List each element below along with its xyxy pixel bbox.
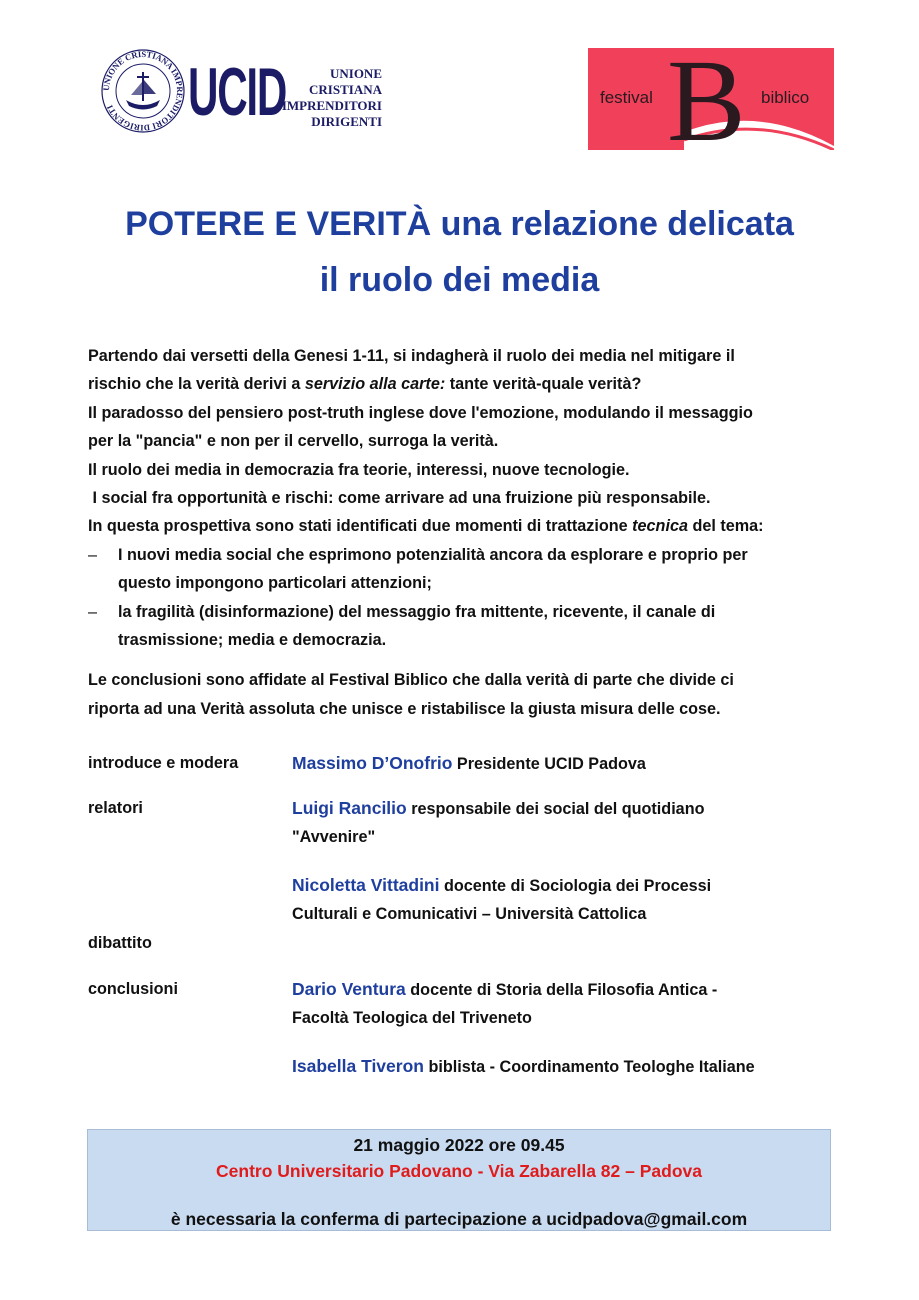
body-text: In questa prospettiva sono stati identificati due momenti di trattazione [88, 517, 633, 536]
person-name: Nicoletta Vittadini [292, 875, 440, 895]
festival-letter-b: B [667, 48, 746, 150]
person-role: "Avvenire" [292, 828, 376, 847]
topics-list [88, 541, 848, 655]
ucid-seal-text: UNIONE CRISTIANA IMPRENDITORI DIRIGENTI [100, 48, 186, 134]
event-info-box [87, 1129, 831, 1231]
moderator-label: introduce e modera [88, 754, 239, 772]
person-role: Culturali e Comunicativi – Università Cattolica [292, 905, 647, 924]
person-role: Facoltà Teologica del Triveneto [292, 1009, 532, 1028]
body-italic: tecnica [632, 517, 688, 536]
festival-word: festival [600, 88, 653, 107]
body-line: I social fra opportunità e rischi: come arrivare ad una fruizione più responsabile. [88, 489, 711, 508]
body-text: del tema: [687, 517, 764, 536]
speaker-entry [292, 794, 832, 852]
body-line: Partendo dai versetti della Genesi 1-11, si indagherà il ruolo dei media nel mitigare il [88, 347, 735, 365]
person-name: Isabella Tiveron [292, 1056, 424, 1076]
festival-biblico-logo [588, 48, 834, 150]
speaker-entry [292, 871, 832, 929]
description-body [88, 342, 848, 723]
conclusion-paragraph [88, 666, 848, 723]
body-line [88, 370, 848, 398]
body-text: tante verità-quale verità? [445, 375, 642, 394]
person-name: Dario Ventura [292, 979, 406, 999]
ucid-name-line: UNIONE [329, 66, 382, 81]
title-line-1: POTERE E VERITÀ una relazione delicata [125, 205, 794, 243]
ucid-seal-logo [100, 48, 186, 134]
ucid-name-line: IMPRENDITORI [281, 98, 382, 113]
body-line: per la "pancia" e non per il cervello, surroga la verità. [88, 432, 499, 451]
concluder-entry [292, 1052, 832, 1081]
page-title [40, 196, 879, 308]
biblico-word: biblico [761, 88, 810, 107]
rsvp-note: è necessaria la conferma di partecipazione a ucidpadova@gmail.com [170, 1209, 748, 1229]
body-italic: servizio alla carte: [304, 375, 446, 394]
body-text: rischio che la verità derivi a [88, 375, 305, 394]
ucid-name-line: DIRIGENTI [311, 114, 382, 129]
ucid-letters: UCID [188, 54, 287, 130]
event-venue: Centro Universitario Padovano - Via Zabarella 82 – Padova [216, 1161, 702, 1181]
moderator-entry [292, 749, 832, 778]
concluder-entry [292, 975, 832, 1033]
title-line-2: il ruolo dei media [319, 261, 600, 299]
person-role: responsabile dei social del quotidiano [406, 800, 705, 818]
list-item-line: questo impongono particolari attenzioni; [118, 574, 432, 593]
person-name: Luigi Rancilio [292, 798, 407, 818]
ucid-full-name [262, 66, 382, 130]
debate-label: dibattito [88, 934, 152, 952]
body-line: Il ruolo dei media in democrazia fra teorie, interessi, nuove tecnologie. [88, 460, 630, 479]
body-line: riporta ad una Verità assoluta che unisce e ristabilisce la giusta misura delle cose. [88, 699, 721, 718]
list-item-line: trasmissione; media e democrazia. [118, 631, 387, 650]
body-line: Le conclusioni sono affidate al Festival Biblico che dalla verità di parte che divide ci [88, 671, 734, 690]
conclusions-label: conclusioni [88, 980, 178, 998]
person-role: Presidente UCID Padova [452, 755, 646, 773]
list-item [88, 541, 848, 598]
person-role: docente di Storia della Filosofia Antica - [405, 981, 718, 999]
speakers-label: relatori [88, 799, 143, 817]
event-date: 21 maggio 2022 ore 09.45 [353, 1135, 565, 1155]
person-role: biblista - Coordinamento Teologhe Italiane [423, 1058, 755, 1076]
person-role: docente di Sociologia dei Processi [439, 877, 712, 895]
list-item-line: – I nuovi media social che esprimono potenzialità ancora da esplorare e proprio per [118, 545, 748, 564]
ucid-name-line: CRISTIANA [309, 82, 382, 97]
person-name: Massimo D’Onofrio [292, 753, 453, 773]
body-line: Il paradosso del pensiero post-truth inglese dove l'emozione, modulando il messaggio [88, 403, 753, 422]
list-item-line: – la fragilità (disinformazione) del messaggio fra mittente, ricevente, il canale di [118, 602, 716, 621]
list-item [88, 598, 848, 655]
body-line [88, 512, 848, 540]
